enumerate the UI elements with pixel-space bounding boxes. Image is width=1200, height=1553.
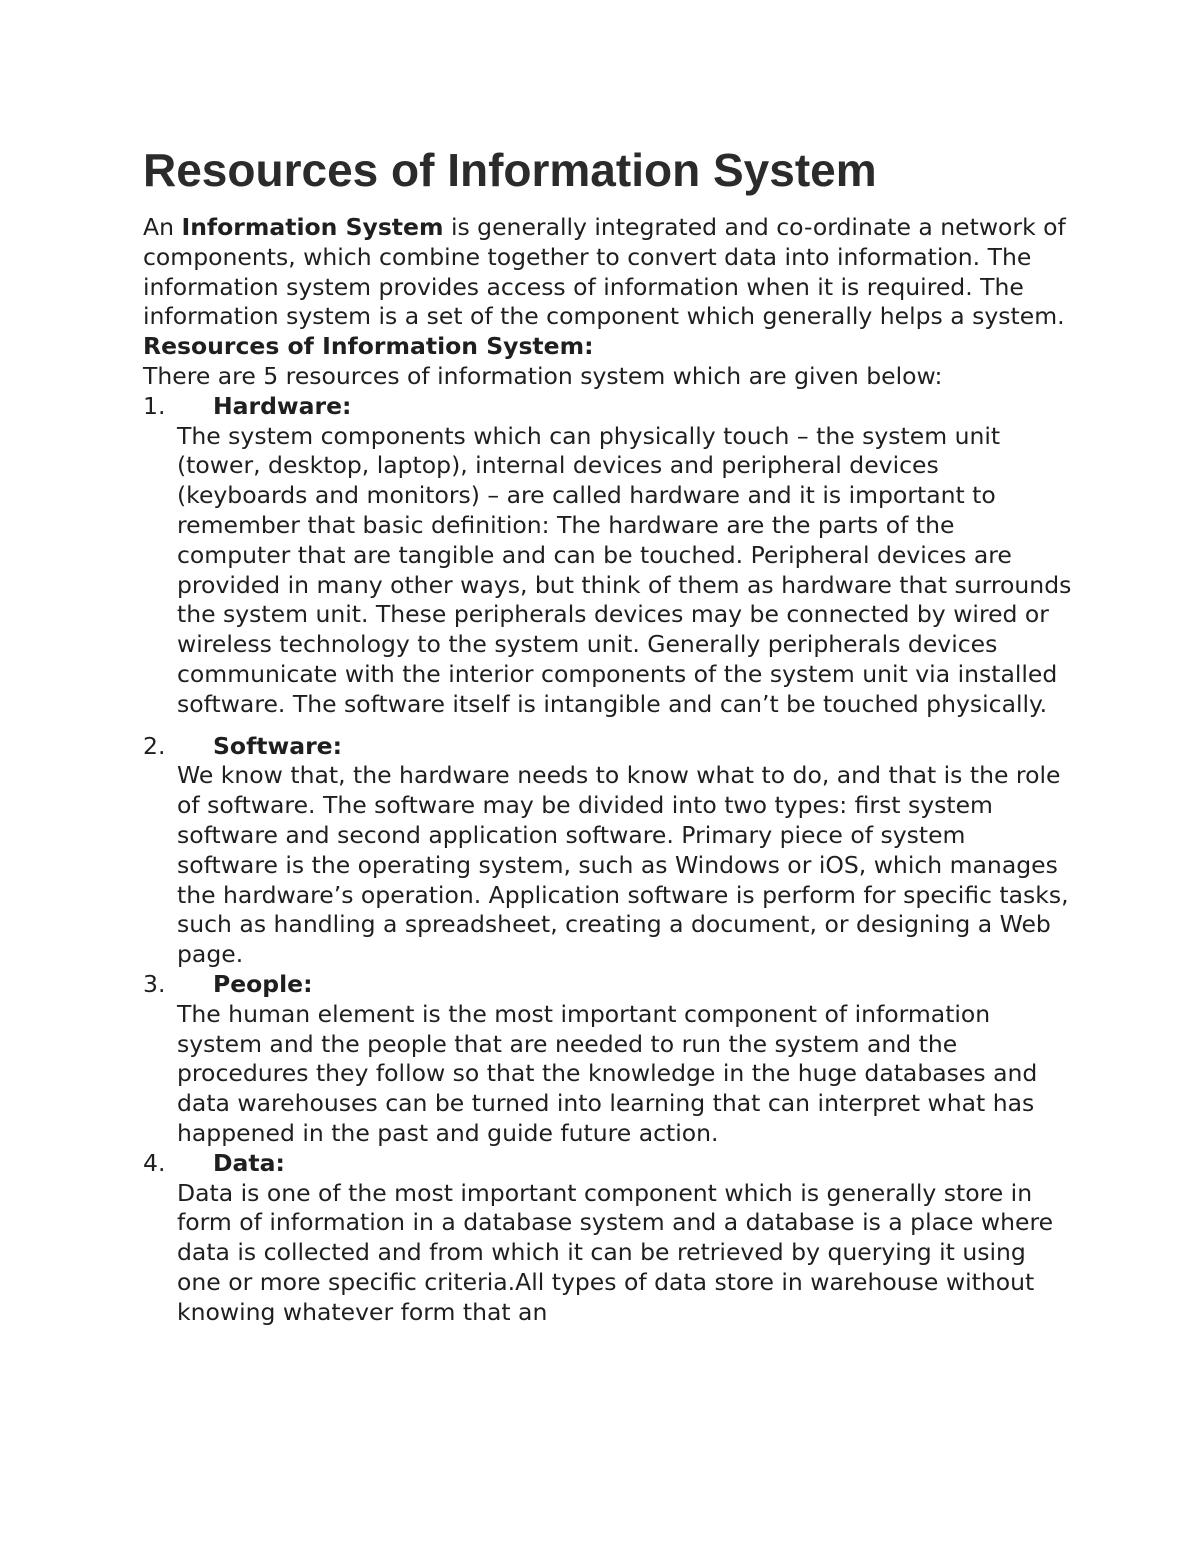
list-item-title: Data: <box>213 1148 285 1177</box>
list-item-hardware <box>143 392 1073 720</box>
list-item-title: People: <box>213 969 313 998</box>
intro-paragraph <box>143 213 1073 332</box>
list-item-header <box>143 392 1073 422</box>
list-item-body: We know that, the hardware needs to know what to do, and that is the role of software. The software may be divided into two types: first system software and second application software. Primary piece of system software is the operating system, such as Windows or iOS, which manages the hardware’s operation. Application software is perform for specific tasks, such as handling a spreadsheet, creating a document, or designing a Web page. <box>177 761 1069 969</box>
intro-text: is generally integrated and co-ordinate a network of components, which combine together to convert data into information. The information system provides access of information when it is required. The information system is a set of the component which generally helps a system. <box>143 213 1066 331</box>
list-item-people <box>143 970 1073 1149</box>
section-heading: Resources of Information System: <box>143 332 594 361</box>
list-item-number: 4. <box>143 1148 166 1177</box>
list-item-body: The system components which can physically touch – the system unit (tower, desktop, laptop), internal devices and peripheral devices (keyboards and monitors) – are called hardware and it is important to remember that basic definition: The hardware are the parts of the computer that are tangible and can be touched. Peripheral devices are provided in many other ways, but think of them as hardware that surrounds the system unit. These peripherals devices may be connected by wired or wireless technology to the system unit. Generally peripherals devices communicate with the interior components of the system unit via installed software. The software itself is intangible and can’t be touched physically. <box>177 421 1072 718</box>
list-item-header <box>143 1149 1073 1179</box>
list-item-software <box>143 732 1073 970</box>
section-lead: There are 5 resources of information system which are given below: <box>143 361 943 390</box>
page-title: Resources of Information System <box>143 144 877 196</box>
list-item-title: Hardware: <box>213 391 352 420</box>
list-item-title: Software: <box>213 731 343 760</box>
intro-prefix: An <box>143 213 182 241</box>
list-item-number: 3. <box>143 969 166 998</box>
document-body <box>143 213 1073 1327</box>
list-item-header <box>143 732 1073 762</box>
list-item-number: 2. <box>143 731 166 760</box>
list-item-header <box>143 970 1073 1000</box>
list-item-body: Data is one of the most important component which is generally store in form of information in a database system and a database is a place where data is collected and from which it can be retrieved by querying it using one or more specific criteria.All types of data store in warehouse without knowing whatever form that an <box>177 1178 1054 1326</box>
list-item-body: The human element is the most important component of information system and the people that are needed to run the system and the procedures they follow so that the knowledge in the huge databases and data warehouses can be turned into learning that can interpret what has happened in the past and guide future action. <box>177 999 1038 1147</box>
intro-bold-term: Information System <box>181 213 444 241</box>
list-item-data <box>143 1149 1073 1328</box>
list-item-number: 1. <box>143 391 166 420</box>
